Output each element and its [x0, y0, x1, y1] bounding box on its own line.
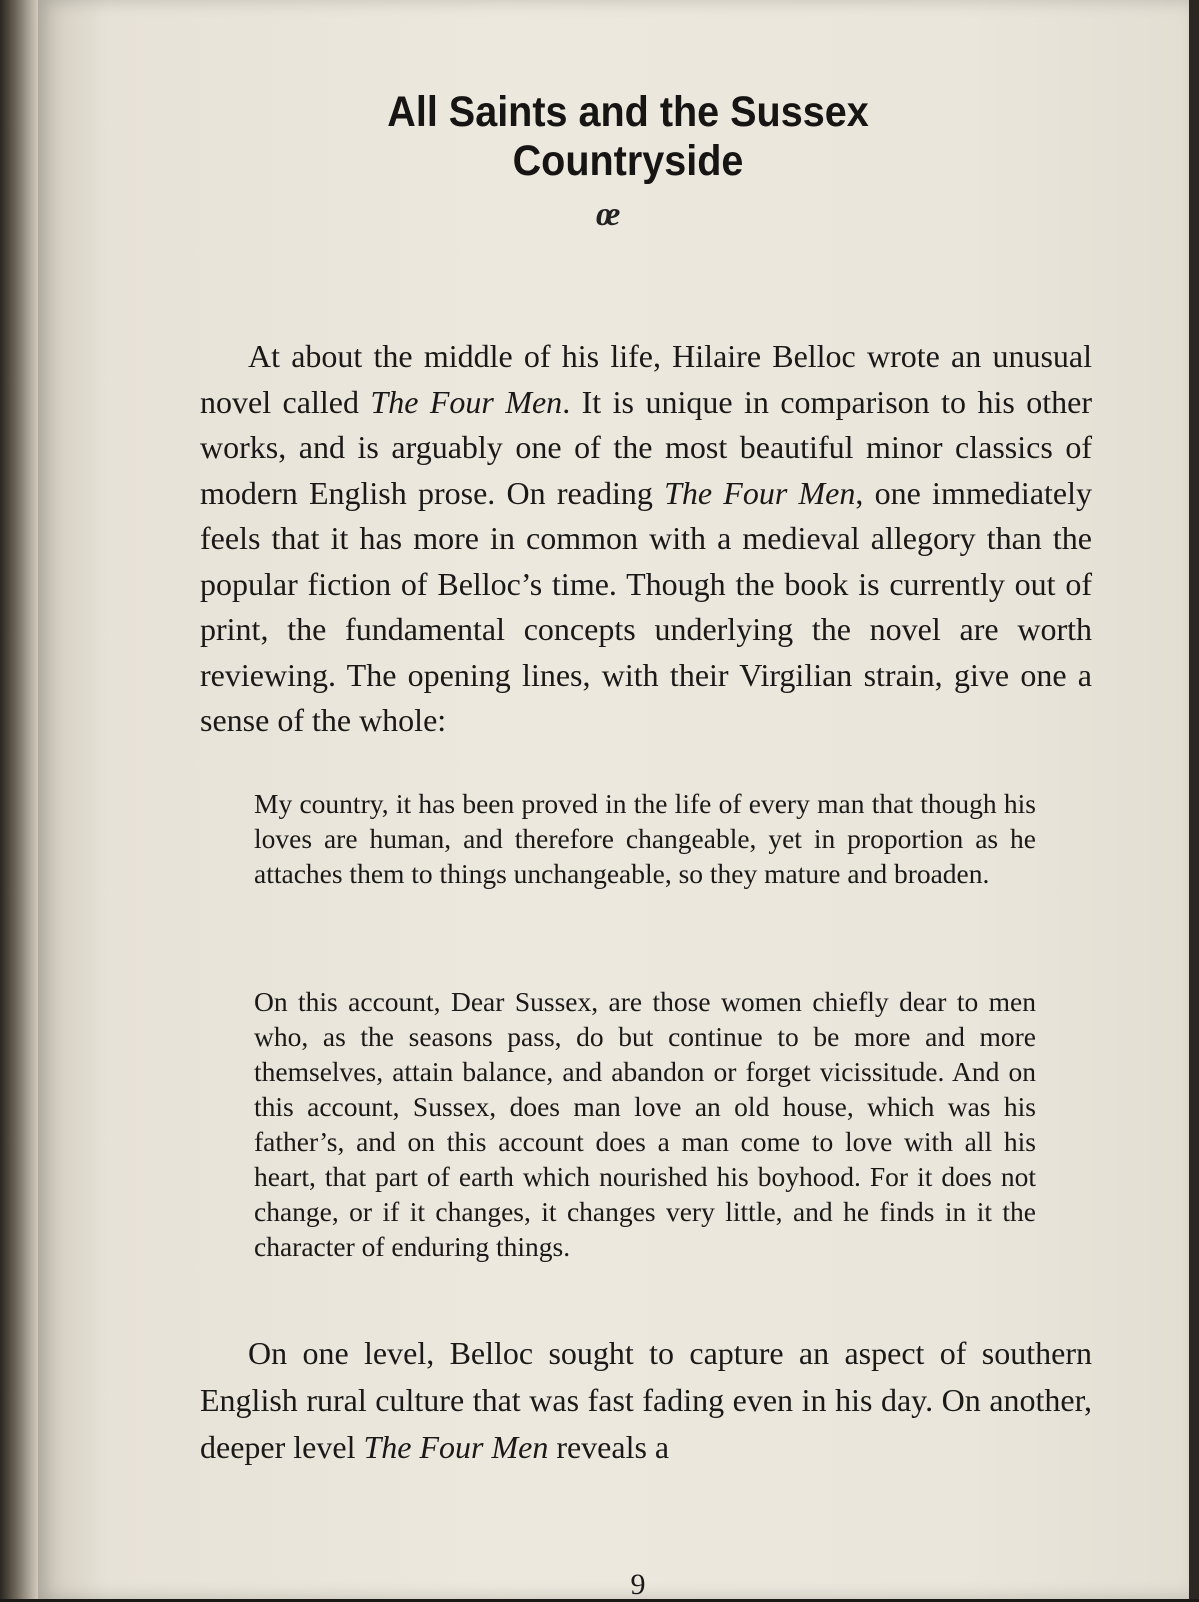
page-number: 9 [630, 1568, 646, 1601]
block-quote-2: On this account, Dear Sussex, are those women chiefly dear to men who, as the seasons pass, do but continue to be more and more themselves, attain balance, and abandon or forget vicissitude. And on this account, Sussex, does man love an old house, which was his father’s, and on this account does a man come to love with all his heart, that part of earth which nourished his boyhood. For it does not change, or if it changes, it changes very little, and he finds in it the character of enduring things. [254, 986, 1036, 1262]
paragraph-text: reveals a [548, 1429, 670, 1465]
body-paragraph-1 [200, 334, 1092, 744]
body-paragraph-2 [200, 1330, 1092, 1471]
book-gutter [0, 0, 40, 1599]
paragraph-text: . It is unique in comparison to his other works, and is arguably one of the most beautiful minor classics of modern English prose. On reading [200, 383, 1093, 511]
block-quote-1: My country, it has been proved in the life of every man that though his loves are human, and therefore changeable, yet in proportion as he attaches them to things unchangeable, so they mature and broaden. [254, 788, 1036, 889]
paragraph-text: , one immediately feels that it has more in common with a medieval allegory than the popular fiction of Belloc’s time. Though the book is currently out of print, the fundamental concepts underlying the novel are worth reviewing. The opening lines, with their Virgilian strain, give one a sense of the whole: [200, 474, 1093, 738]
book-title-italic: The Four Men [370, 383, 563, 420]
paragraph-text: At about the middle of his life, Hilaire Belloc wrote an unusual novel called [200, 338, 1092, 420]
chapter-title: All Saints and the Sussex Countryside [387, 88, 869, 185]
ornament-glyph: œ [595, 196, 621, 233]
paragraph-text: On one level, Belloc sought to capture an aspect of southern English rural culture that was fast fading even in his day. On another, deeper level [200, 1335, 1092, 1465]
book-title-italic: The Four Men [664, 474, 856, 511]
book-title-italic: The Four Men [363, 1429, 549, 1465]
background-edge [1189, 0, 1199, 1599]
book-page [38, 0, 1190, 1599]
